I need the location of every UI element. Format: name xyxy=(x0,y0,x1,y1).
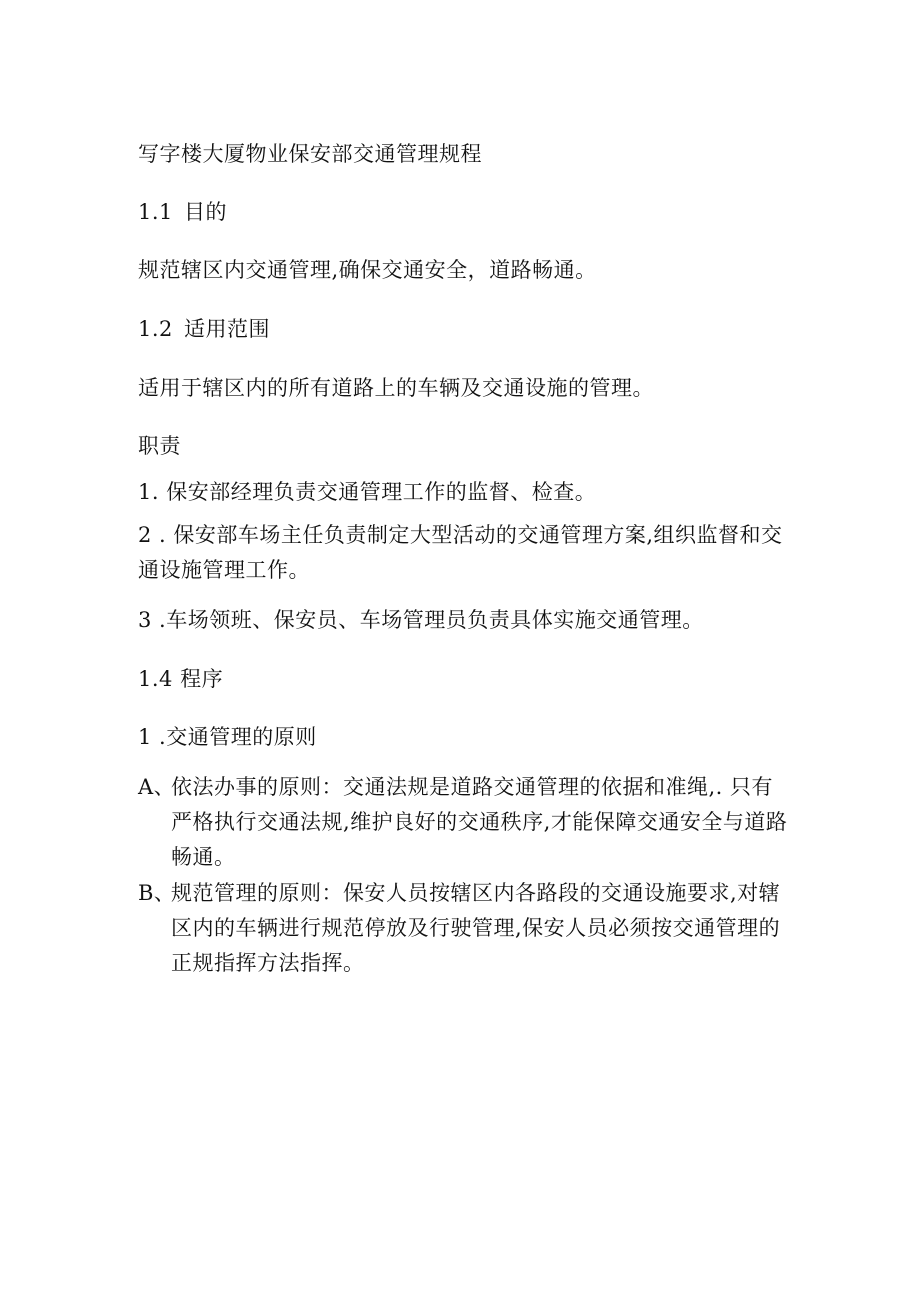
section-number: 1.1 xyxy=(138,200,173,224)
section-heading-text: 适用范围 xyxy=(184,317,270,341)
document-title: 写字楼大厦物业保安部交通管理规程 xyxy=(138,142,482,166)
duty-item: 1. 保安部经理负责交通管理工作的监督、检查。 xyxy=(138,480,597,504)
principle-text: 规范管理的原则：保安人员按辖区内各路段的交通设施要求,对辖区内的车辆进行规范停放及行驶管理,保安人员必须按交通管理的正规指挥方法指挥。 xyxy=(171,881,781,975)
section-heading-scope xyxy=(138,314,270,344)
principle-marker: A、 xyxy=(138,775,176,799)
section-number: 1.2 xyxy=(138,317,173,341)
procedure-sub-heading: 1 .交通管理的原则 xyxy=(138,725,317,749)
section-heading-purpose xyxy=(138,197,227,227)
section-body-purpose: 规范辖区内交通管理,确保交通安全，道路畅通。 xyxy=(138,258,597,282)
principle-item xyxy=(138,876,788,981)
duty-item: 2 . 保安部车场主任负责制定大型活动的交通管理方案,组织监督和交通设施管理工作。 xyxy=(138,523,783,582)
procedure-heading: 1.4 程序 xyxy=(138,667,224,691)
duties-heading: 职责 xyxy=(138,434,181,458)
principle-marker: B、 xyxy=(138,881,176,905)
section-heading-text: 目的 xyxy=(184,200,227,224)
principle-item xyxy=(138,770,788,875)
section-body-scope: 适用于辖区内的所有道路上的车辆及交通设施的管理。 xyxy=(138,376,654,400)
principle-text: 依法办事的原则：交通法规是道路交通管理的依据和准绳,. 只有严格执行交通法规,维护良好的交通秩序,才能保障交通安全与道路畅通。 xyxy=(171,775,788,869)
duty-item: 3 .车场领班、保安员、车场管理员负责具体实施交通管理。 xyxy=(138,608,704,632)
